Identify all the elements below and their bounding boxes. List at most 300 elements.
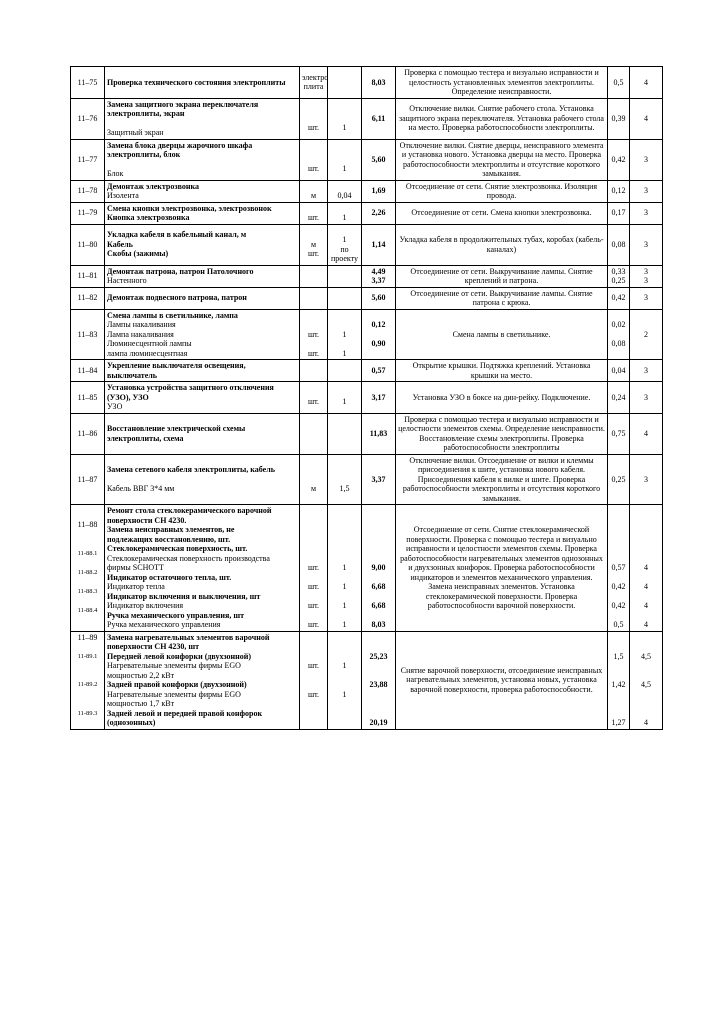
cell-coefficient-line: 1,42	[611, 680, 626, 689]
cell-coefficient-line	[610, 349, 627, 359]
cell-unit	[300, 360, 328, 382]
cell-category	[630, 382, 663, 414]
cell-code-line: 11–75	[77, 77, 98, 87]
cell-qty-line: 0,04	[337, 191, 352, 200]
cell-name-line: Индикатор тепла	[107, 582, 165, 591]
cell-name-line: Изолента	[107, 191, 139, 200]
cell-description	[396, 98, 608, 139]
cell-qty-line	[330, 680, 359, 690]
cell-code-line: 11-88.2	[77, 568, 98, 576]
cell-unit-line: шт.	[307, 329, 320, 339]
cell-coefficient-line: 0,02	[611, 320, 626, 329]
cell-coefficient	[608, 224, 630, 265]
cell-category-line: 4	[644, 718, 648, 727]
cell-unit	[300, 287, 328, 309]
cell-name-line: Замена защитного экрана переключателя электроплиты, экран	[107, 99, 259, 118]
cell-qty-line	[330, 516, 359, 526]
cell-unit-line	[302, 104, 325, 114]
cell-code-line	[73, 577, 102, 587]
cell-time	[362, 413, 396, 454]
cell-code	[71, 631, 105, 729]
cell-unit-line	[302, 652, 325, 662]
cell-name-line: Укладка кабеля в кабельный канал, м	[107, 230, 247, 240]
cell-coefficient-line	[610, 573, 627, 583]
cell-coefficient-line: 0,5	[613, 77, 624, 87]
cell-time	[362, 202, 396, 224]
cell-coefficient	[608, 631, 630, 729]
cell-name	[105, 265, 300, 287]
cell-name	[105, 309, 300, 360]
cell-time-line: 3,17	[371, 392, 386, 402]
cell-qty-line	[330, 204, 359, 214]
cell-time	[362, 505, 396, 632]
cell-category-line	[632, 661, 660, 671]
cell-name-line: Укрепление выключателя освещения, выключатель	[107, 361, 246, 380]
cell-description-text: Укладка кабеля в продолжительных тубах, коробах (кабель-каналах)	[399, 235, 604, 254]
cell-qty-line: 1	[342, 213, 347, 222]
cell-coefficient-line: 0,24	[611, 392, 626, 402]
cell-unit-line	[302, 293, 325, 303]
cell-category-line: 4	[644, 582, 648, 591]
cell-coefficient-line	[610, 544, 627, 554]
cell-unit	[300, 505, 328, 632]
cell-name-line: Нагревательные элементы фирмы EGO	[107, 661, 241, 670]
cell-name-line: Проверка технического состояния электроплиты	[107, 77, 286, 87]
cell-name-line: мощностью 2,2 кВт	[107, 670, 175, 680]
cell-unit-line	[302, 267, 325, 277]
cell-unit-line	[302, 182, 325, 192]
cell-unit-line	[302, 699, 325, 709]
cell-description-text: Отсоединение от сети. Выкручивание лампы. Снятие креплений и патрона.	[410, 266, 593, 285]
cell-name-line: Индикатор включения и выключения, шт	[107, 591, 261, 601]
cell-time-line	[364, 573, 393, 583]
cell-coefficient	[608, 309, 630, 360]
cell-code	[71, 413, 105, 454]
cell-coefficient-line: 0,42	[611, 601, 626, 610]
cell-qty-line	[330, 366, 359, 376]
cell-unit	[300, 413, 328, 454]
cell-code	[71, 224, 105, 265]
cell-unit-line	[302, 633, 325, 643]
cell-qty-line	[330, 633, 359, 643]
cell-coefficient	[608, 67, 630, 99]
cell-qty-line	[330, 465, 359, 475]
cell-unit	[300, 454, 328, 505]
cell-qty-line	[330, 276, 359, 286]
cell-code	[71, 139, 105, 180]
cell-code	[71, 505, 105, 632]
cell-time-line	[364, 516, 393, 526]
cell-unit-line: шт.	[307, 582, 320, 591]
table-row	[71, 454, 663, 505]
cell-category-line	[632, 633, 660, 643]
cell-category-line: 4,5	[641, 680, 651, 689]
cell-name-line: Ручка механического управления, шт	[107, 610, 245, 620]
cell-qty	[328, 67, 362, 99]
cell-name	[105, 67, 300, 99]
cell-code-line: 11–81	[77, 271, 98, 281]
cell-time-line	[364, 661, 393, 671]
cell-description	[396, 224, 608, 265]
cell-name-line: поверхности СН 4230.	[107, 515, 187, 525]
cell-category	[630, 67, 663, 99]
table-row	[71, 224, 663, 265]
cell-coefficient	[608, 287, 630, 309]
table-row	[71, 309, 663, 360]
cell-description	[396, 413, 608, 454]
cell-unit-line	[302, 145, 325, 155]
cell-qty-line: 1	[342, 348, 347, 358]
cell-qty	[328, 139, 362, 180]
cell-category-line: 4	[644, 428, 648, 438]
cell-time-line	[364, 592, 393, 602]
cell-category-line: 3	[644, 186, 648, 196]
cell-time-line: 1,69	[371, 186, 386, 196]
table-body	[71, 67, 663, 730]
cell-time-line: 3,37	[371, 276, 386, 285]
cell-qty-line	[330, 506, 359, 516]
cell-time-line: 4,49	[371, 266, 386, 276]
cell-description	[396, 309, 608, 360]
cell-time-line: 25,23	[369, 651, 388, 661]
table-row	[71, 180, 663, 202]
cell-name	[105, 360, 300, 382]
cell-category-line: 4	[644, 113, 648, 123]
cell-unit	[300, 180, 328, 202]
cell-coefficient-line: 0,42	[611, 293, 626, 303]
cell-qty-line	[330, 592, 359, 602]
table-row	[71, 287, 663, 309]
cell-coefficient-line	[610, 506, 627, 516]
cell-qty-line	[330, 573, 359, 583]
cell-coefficient-line: 0,12	[611, 186, 626, 196]
cell-code-line: 11–88	[77, 520, 98, 530]
cell-category	[630, 505, 663, 632]
table-row	[71, 382, 663, 414]
work-norms-table	[70, 66, 663, 730]
cell-coefficient-line: 0,33	[611, 266, 626, 276]
cell-name-line: Замена неисправных элементов, не	[107, 525, 235, 534]
cell-name-line: лампа люминесцентная	[107, 348, 188, 358]
cell-qty-line	[330, 339, 359, 349]
cell-name-line: Передней левой конфорки (двухзонной)	[107, 651, 252, 661]
cell-qty	[328, 224, 362, 265]
cell-qty-line	[330, 611, 359, 621]
cell-description	[396, 287, 608, 309]
cell-description-text: Отсоединение от сети. Снятие электрозвонка. Изоляция провода.	[405, 181, 598, 200]
cell-category-line: 2	[644, 329, 648, 339]
cell-coefficient	[608, 180, 630, 202]
cell-qty-line	[330, 652, 359, 662]
cell-description-text: Проверка с помощью тестера и визуально исправности и целостность установленных элементов электроплиты. Определение неисправности.	[404, 68, 599, 96]
cell-code	[71, 265, 105, 287]
cell-coefficient-line: 0,17	[611, 208, 626, 218]
cell-code	[71, 98, 105, 139]
cell-coefficient-line: 1,27	[611, 718, 626, 727]
table-row	[71, 265, 663, 287]
cell-category-line: 4	[644, 77, 648, 87]
cell-code-line: 11–87	[77, 474, 98, 484]
cell-qty-line	[330, 699, 359, 709]
cell-time-line	[364, 506, 393, 516]
cell-unit-line: электро плита	[302, 72, 329, 92]
cell-name-line: Индикатор включения	[107, 601, 184, 610]
cell-description-text: Отсоединение от сети. Смена кнопки электрозвонка.	[411, 208, 592, 218]
cell-unit-line	[302, 311, 325, 321]
cell-category	[630, 454, 663, 505]
cell-unit-line: шт.	[307, 620, 320, 629]
cell-coefficient	[608, 98, 630, 139]
cell-qty	[328, 631, 362, 729]
cell-time-line	[364, 330, 393, 340]
cell-qty-line: 1	[342, 164, 347, 174]
cell-time-line: 0,90	[371, 339, 386, 348]
cell-unit	[300, 202, 328, 224]
cell-coefficient-line: 0,75	[611, 428, 626, 438]
cell-name-line: Смена лампы в светильнике, лампа	[107, 310, 238, 320]
cell-time	[362, 180, 396, 202]
cell-category	[630, 98, 663, 139]
cell-qty-line: 1	[342, 397, 347, 407]
cell-unit-line	[302, 671, 325, 681]
cell-category-line	[632, 554, 660, 564]
cell-coefficient-line: 0,5	[613, 620, 624, 629]
cell-category-line	[632, 611, 660, 621]
table-row	[71, 139, 663, 180]
cell-coefficient-line: 0,57	[611, 563, 626, 572]
cell-coefficient-line: 0,08	[611, 239, 626, 249]
cell-qty-line	[330, 525, 359, 535]
cell-name	[105, 631, 300, 729]
cell-category-line: 3	[644, 208, 648, 218]
cell-unit-line	[302, 554, 325, 564]
cell-name-line	[107, 119, 297, 129]
cell-description	[396, 631, 608, 729]
cell-qty-line	[330, 429, 359, 439]
cell-time	[362, 360, 396, 382]
cell-unit-line	[302, 516, 325, 526]
cell-unit-line	[302, 592, 325, 602]
cell-unit	[300, 265, 328, 287]
cell-qty-line	[330, 718, 359, 728]
cell-category-line	[632, 671, 660, 681]
cell-category	[630, 265, 663, 287]
cell-coefficient-line	[610, 671, 627, 681]
cell-qty	[328, 505, 362, 632]
cell-code-line: 11–78	[77, 186, 98, 196]
cell-name-line: Скобы (зажимы)	[107, 249, 169, 259]
cell-code-line: 11–85	[77, 392, 98, 402]
cell-unit-line	[302, 709, 325, 719]
cell-time-line: 0,57	[371, 365, 386, 375]
cell-name-line: Замена блока дверцы жарочного шкафа электроплиты, блок	[107, 140, 253, 159]
cell-unit-line: шт.	[307, 123, 320, 133]
cell-time-line: 11,83	[369, 428, 388, 438]
cell-unit	[300, 224, 328, 265]
cell-qty	[328, 309, 362, 360]
cell-name	[105, 224, 300, 265]
cell-name-line: УЗО	[107, 402, 123, 411]
table-row	[71, 98, 663, 139]
cell-qty-line: по проекту	[330, 244, 359, 263]
cell-name-line: Кабель ВВГ 3*4 мм	[107, 484, 175, 493]
cell-code-line	[73, 511, 102, 521]
cell-time	[362, 382, 396, 414]
cell-qty	[328, 180, 362, 202]
cell-name-line: Ручка механического управления	[107, 620, 221, 629]
cell-code	[71, 360, 105, 382]
table-row	[71, 360, 663, 382]
cell-name	[105, 139, 300, 180]
cell-coefficient-line: 0,39	[611, 113, 626, 123]
cell-description-text: Проверка с помощью тестера и визуально исправности и целостности элементов схемы. Определение неисправности. Восстановление схемы электроплиты. Проверка работоспособности электроплиты	[398, 414, 605, 452]
cell-category	[630, 287, 663, 309]
cell-qty-line: 1	[342, 563, 347, 572]
cell-code-line: 11–80	[77, 239, 98, 249]
cell-code-line	[73, 615, 102, 625]
cell-unit-line	[302, 642, 325, 652]
cell-unit-line: шт.	[307, 397, 320, 407]
cell-unit-line	[302, 506, 325, 516]
cell-qty-line	[330, 104, 359, 114]
cell-code	[71, 454, 105, 505]
cell-unit-line	[302, 573, 325, 583]
cell-qty-line	[330, 293, 359, 303]
cell-category-line: 3	[644, 293, 648, 303]
table-row	[71, 413, 663, 454]
cell-category	[630, 360, 663, 382]
cell-time-line	[364, 311, 393, 321]
cell-name	[105, 180, 300, 202]
cell-code-line	[73, 671, 102, 681]
cell-coefficient	[608, 360, 630, 382]
cell-category-line: 4	[644, 601, 648, 610]
cell-unit-line	[302, 155, 325, 165]
cell-time-line	[364, 525, 393, 535]
cell-time-line: 1,14	[371, 239, 386, 249]
cell-unit-line	[302, 611, 325, 621]
cell-time-line: 6,11	[371, 113, 386, 123]
cell-name	[105, 413, 300, 454]
cell-description	[396, 382, 608, 414]
cell-description-text: Установка УЗО в боксе на дин-рейку. Подключение.	[412, 392, 591, 402]
cell-qty-line: 1	[342, 689, 347, 699]
cell-time	[362, 265, 396, 287]
cell-coefficient-line: 0,08	[611, 339, 626, 348]
cell-description	[396, 180, 608, 202]
cell-category	[630, 180, 663, 202]
cell-time-line: 20,19	[369, 718, 388, 727]
cell-name-line: Смена кнопки электрозвонка, электрозвонок	[107, 203, 272, 213]
cell-time-line: 23,88	[369, 680, 388, 689]
cell-code-line: 11-88.4	[77, 606, 98, 614]
cell-qty-line	[330, 182, 359, 192]
cell-time-line	[364, 690, 393, 700]
cell-name-line: мощностью 1,7 кВт	[107, 699, 175, 708]
cell-time-line: 8,03	[371, 77, 386, 87]
cell-code-line	[73, 699, 102, 709]
cell-unit-line	[302, 339, 325, 349]
cell-qty	[328, 202, 362, 224]
cell-category-line: 4	[644, 620, 648, 629]
cell-time	[362, 67, 396, 99]
cell-code-line	[73, 642, 102, 652]
cell-description	[396, 454, 608, 505]
cell-category-line: 3	[644, 392, 648, 402]
cell-unit-line	[302, 114, 325, 124]
cell-qty-line	[330, 642, 359, 652]
cell-description	[396, 202, 608, 224]
cell-coefficient-line	[610, 535, 627, 545]
cell-name-line: Установка устройства защитного отключения (УЗО), УЗО	[107, 383, 274, 402]
cell-description-text: Снятие варочной поверхности, отсоединение неисправных нагревательных элементов, установка новых, установка варочной поверхности, проверка работоспособности.	[400, 665, 603, 694]
cell-name-line: Замена нагревательных элементов варочной	[107, 632, 270, 642]
cell-coefficient-line	[610, 592, 627, 602]
cell-category-line	[632, 516, 660, 526]
cell-name-line: Стеклокерамическая поверхность производства	[107, 553, 270, 563]
cell-coefficient-line	[610, 709, 627, 719]
cell-name-line: Защитный экран	[107, 128, 164, 137]
cell-time-line	[364, 699, 393, 709]
cell-time-line	[364, 633, 393, 643]
cell-qty-line: 1	[342, 620, 347, 629]
cell-time-line	[364, 544, 393, 554]
cell-name-line	[107, 160, 297, 170]
cell-name-line	[107, 475, 297, 485]
cell-category-line: 4,5	[641, 651, 651, 661]
cell-time	[362, 224, 396, 265]
cell-description	[396, 67, 608, 99]
cell-coefficient-line: 0,42	[611, 154, 626, 164]
cell-category	[630, 413, 663, 454]
cell-qty-line	[330, 226, 359, 236]
cell-code	[71, 287, 105, 309]
cell-category-line	[632, 699, 660, 709]
cell-category	[630, 202, 663, 224]
cell-time-line	[364, 554, 393, 564]
cell-time	[362, 98, 396, 139]
cell-unit-line	[302, 429, 325, 439]
cell-name-line: Люминесцентной лампы	[107, 339, 192, 348]
cell-time-line: 2,26	[371, 208, 386, 218]
cell-name-line: Лампы накаливания	[107, 320, 176, 329]
cell-qty-line: 1	[342, 582, 347, 591]
cell-code-line	[73, 530, 102, 540]
cell-code-line: 11–76	[77, 113, 98, 123]
cell-time	[362, 454, 396, 505]
cell-coefficient	[608, 505, 630, 632]
cell-code-line: 11-89.3	[77, 709, 98, 717]
cell-name-line: поверхности СН 4230, шт	[107, 642, 200, 651]
cell-code-line	[73, 718, 102, 728]
cell-category-line: 4	[644, 563, 648, 572]
cell-qty-line: 1	[342, 329, 347, 339]
cell-unit	[300, 67, 328, 99]
cell-qty-line	[330, 311, 359, 321]
cell-time-line	[364, 611, 393, 621]
cell-name-line: Нагревательные элементы фирмы EGO	[107, 689, 241, 699]
cell-coefficient	[608, 202, 630, 224]
cell-category-line: 3	[644, 154, 648, 164]
cell-qty-line	[330, 145, 359, 155]
cell-qty-line: 1	[342, 661, 347, 670]
cell-qty-line	[330, 155, 359, 165]
cell-code-line: 11-88.1	[77, 549, 98, 557]
cell-time-line: 3,37	[371, 474, 386, 484]
cell-code-line: 11–84	[77, 365, 98, 375]
cell-description-text: Отсоединение от сети. Выкручивание лампы. Снятие патрона с крюка.	[410, 288, 593, 307]
cell-coefficient	[608, 139, 630, 180]
